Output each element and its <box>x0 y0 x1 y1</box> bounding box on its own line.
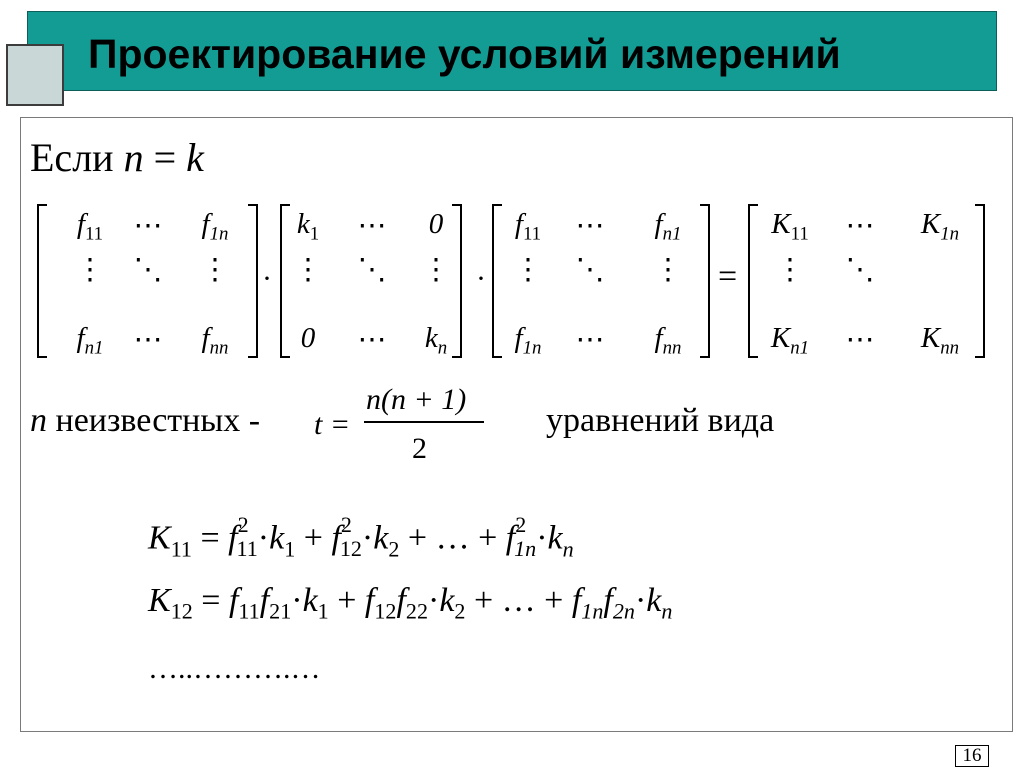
matrix-2-r3-c1: 0 <box>300 322 316 354</box>
eq1-t2-ksub: 2 <box>388 536 400 562</box>
matrix-1-r1-c3: $f_{1n}$ <box>201 208 229 245</box>
matrix-4-r2-c2: ⋱ <box>845 254 875 286</box>
eq2-t1-s1: 11 <box>238 598 260 624</box>
eq2-t1-f2: f <box>259 582 270 619</box>
matrix-1-r2-c1: ⋮ <box>75 254 105 286</box>
matrix-1-r1-c2: ⋯ <box>133 210 163 242</box>
matrix-4-r1-c1: $K_{11}$ <box>771 208 809 245</box>
matrix-2-r2-c3: ⋮ <box>421 254 451 286</box>
eq2-t3-s2: 2n <box>612 598 635 624</box>
matrix-4-r3-c2: ⋯ <box>845 324 875 356</box>
eq1-t3-f: f <box>505 519 516 557</box>
matrix-2-left-bracket <box>280 204 290 358</box>
eq2-t3-s1: 1n <box>581 598 604 624</box>
fraction-bar <box>364 421 484 423</box>
fraction-lhs: t = <box>314 408 351 441</box>
matrix-3-r2-c3: ⋮ <box>653 254 683 286</box>
matrix-3-r2-c1: ⋮ <box>513 254 543 286</box>
matrix-4-r3-c1: $K_{n1}$ <box>770 322 810 359</box>
eq2-t1-f1: f <box>228 582 239 619</box>
eq1-t1-ksub: 1 <box>284 536 296 562</box>
equation-k12 <box>148 582 672 625</box>
matrix-4-r2-c1: ⋮ <box>775 254 805 286</box>
matrix-1-r3-c2: ⋯ <box>133 324 163 356</box>
eq2-t1-ksub: 1 <box>317 598 329 624</box>
matrix-1-r2-c3: ⋮ <box>200 254 230 286</box>
matrix-4-r3-c3: $K_{nn}$ <box>920 322 960 359</box>
eq2-t1-s2: 21 <box>269 598 292 624</box>
eq2-t3-f2: f <box>603 582 613 619</box>
eq1-t1-sup: 2 <box>237 512 249 537</box>
matrix-3-r3-c3: $f_{nn}$ <box>654 322 682 359</box>
unknowns-text: неизвестных - <box>55 402 261 439</box>
matrix-2-r2-c2: ⋱ <box>357 254 387 286</box>
matrix-3-r1-c2: ⋯ <box>575 210 605 242</box>
eq1-t1-dot: · <box>257 519 270 557</box>
slide-title: Проектирование условий измерений <box>88 31 841 77</box>
eq2-plus-2: + <box>473 582 494 619</box>
eq1-lhs-sub: 11 <box>170 536 192 562</box>
intro-line <box>30 134 204 181</box>
matrix-3-left-bracket <box>492 204 502 358</box>
eq1-eq: = <box>200 519 220 557</box>
eq2-t2-k: k <box>439 582 455 619</box>
matrix-2-r3-c2: ⋯ <box>357 324 387 356</box>
matrix-3-r1-c1: $f_{11}$ <box>514 208 542 245</box>
matrix-dot-1: · <box>262 262 272 295</box>
eq2-t3-f1: f <box>571 582 582 619</box>
eq2-t3-k: k <box>646 582 662 619</box>
matrix-1-left-bracket <box>37 204 47 358</box>
matrix-3-r3-c1: $f_{1n}$ <box>514 322 542 359</box>
matrix-2-right-bracket <box>452 204 462 358</box>
eq1-ellipsis: … <box>435 519 470 557</box>
eq2-t2-f2: f <box>396 582 406 619</box>
intro-lhs: n <box>123 135 144 180</box>
eq1-t3-ksub: n <box>562 536 574 562</box>
matrix-2-r1-c2: ⋯ <box>357 210 387 242</box>
matrix-2-r1-c3: 0 <box>428 208 444 240</box>
eq1-t1-k: k <box>269 519 285 557</box>
eq2-eq: = <box>201 582 221 619</box>
matrix-1-r1-c1: $f_{11}$ <box>76 208 104 245</box>
matrix-1-r2-c2: ⋱ <box>133 254 163 286</box>
matrix-1-right-bracket <box>248 204 258 358</box>
title-decoration-square <box>6 44 64 106</box>
matrix-1-r3-c1: $f_{n1}$ <box>76 322 104 359</box>
matrix-4-r1-c3: $K_{1n}$ <box>920 208 960 245</box>
eq1-t3-dot: · <box>536 519 548 557</box>
matrix-2-r3-c3: $k_n$ <box>424 322 448 359</box>
eq1-plus-2: + <box>407 519 428 557</box>
matrix-4-r1-c2: ⋯ <box>845 210 875 242</box>
eq1-t2-sup: 2 <box>340 512 352 537</box>
eq1-t3-k: k <box>547 519 563 557</box>
matrix-3-r2-c2: ⋱ <box>575 254 605 286</box>
eq2-ellipsis: … <box>501 582 536 619</box>
intro-eq: = <box>153 135 177 180</box>
equation-k11 <box>148 512 574 562</box>
matrix-3-r1-c3: $f_{n1}$ <box>654 208 682 245</box>
eq2-plus-1: + <box>337 582 357 619</box>
equations-text: уравнений вида <box>546 402 775 439</box>
eq1-t2-dot: · <box>361 519 374 557</box>
eq2-t3-ksub: n <box>661 598 673 624</box>
eq2-t1-k: k <box>302 582 318 619</box>
eq2-t1-dot: · <box>291 582 303 619</box>
continuation-dots: …..……….… <box>148 652 321 685</box>
eq1-t3-sub: 1n <box>514 536 537 562</box>
eq1-t2-k: k <box>373 519 389 557</box>
eq2-t2-f1: f <box>364 582 375 619</box>
intro-word: Если <box>30 135 114 180</box>
fraction-numerator: n(n + 1) <box>366 383 467 416</box>
matrix-4-left-bracket <box>748 204 758 358</box>
unknowns-var: n <box>30 402 47 439</box>
matrix-4-right-bracket <box>975 204 985 358</box>
eq2-t2-dot: · <box>428 582 440 619</box>
eq1-lhs: K <box>148 519 171 557</box>
eq2-t3-dot: · <box>634 582 647 619</box>
eq2-t2-s2: 22 <box>405 598 428 624</box>
matrix-3-right-bracket <box>700 204 710 358</box>
eq2-lhs-sub: 12 <box>170 598 193 624</box>
eq1-t1-sub: 11 <box>236 536 258 562</box>
matrix-1-r3-c3: $f_{nn}$ <box>201 322 229 359</box>
matrix-2-r2-c1: ⋮ <box>293 254 323 286</box>
eq2-t2-s1: 12 <box>374 598 397 624</box>
eq1-t1-f: f <box>228 519 238 557</box>
eq2-t2-ksub: 2 <box>454 598 466 624</box>
eq2-lhs: K <box>148 582 171 619</box>
page-number: 16 <box>955 745 989 767</box>
eq2-plus-3: + <box>544 582 564 619</box>
eq1-t2-f: f <box>331 519 341 557</box>
matrix-2-r1-c1: $k_1$ <box>296 208 320 245</box>
matrix-dot-2: · <box>476 262 486 295</box>
eq1-plus-3: + <box>478 519 498 557</box>
intro-rhs: k <box>186 135 204 180</box>
fraction-denominator: 2 <box>412 432 427 465</box>
matrix-equals-sign: = <box>718 258 738 295</box>
eq1-t2-sub: 12 <box>339 536 362 562</box>
eq1-t3-sup: 2 <box>515 512 527 537</box>
eq1-plus-1: + <box>303 519 323 557</box>
unknowns-line <box>30 402 260 440</box>
matrix-3-r3-c2: ⋯ <box>575 324 605 356</box>
